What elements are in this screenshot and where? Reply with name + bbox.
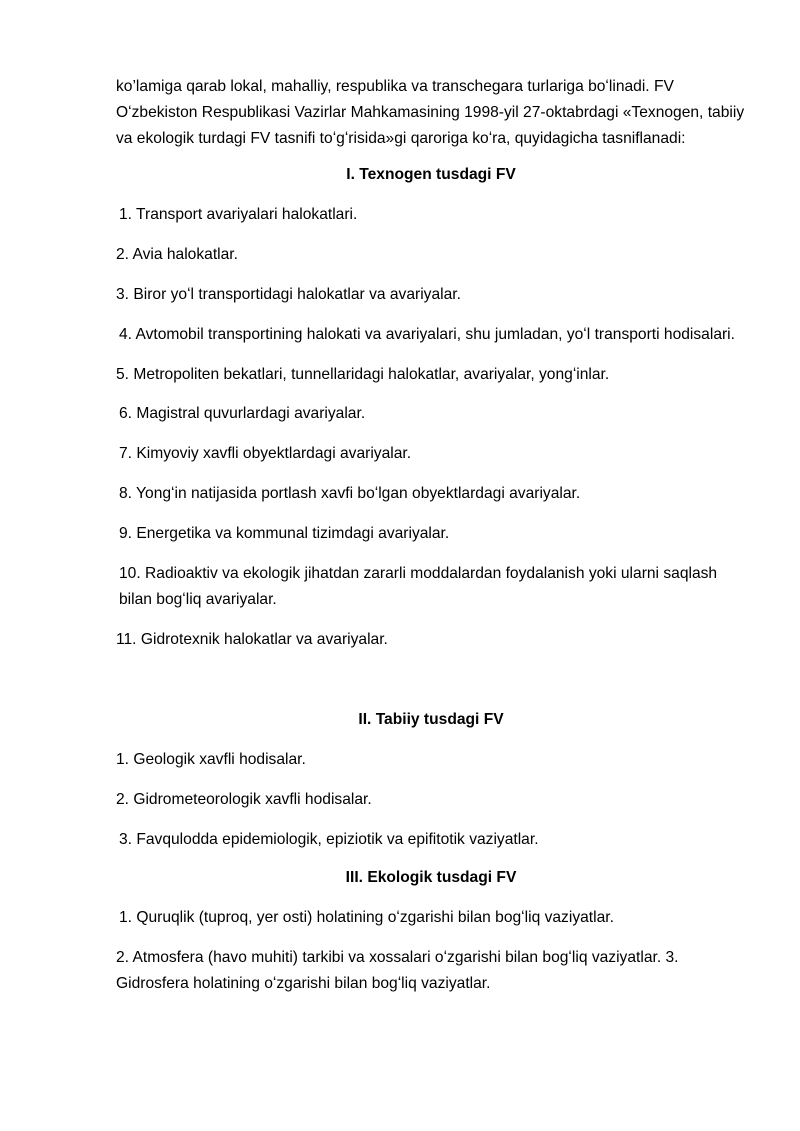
- section-3-item-1: 1. Quruqlik (tuproq, yer osti) holatining oʻzgarishi bilan bogʻliq vaziyatlar.: [119, 909, 614, 926]
- section-3-heading: III. Ekologik tusdagi FV: [345, 869, 517, 886]
- section-1-item-5: 5. Metropoliten bekatlari, tunnellaridagi halokatlar, avariyalar, yongʻinlar.: [116, 366, 610, 383]
- section-1-item-8: 8. Yongʻin natijasida portlash xavfi boʻlgan obyektlardagi avariyalar.: [119, 485, 581, 502]
- section-1-item-9: 9. Energetika va kommunal tizimdagi avariyalar.: [119, 525, 450, 542]
- section-1-item-7: 7. Kimyoviy xavfli obyektlardagi avariyalar.: [119, 445, 412, 462]
- section-1-item-11: 11. Gidrotexnik halokatlar va avariyalar.: [116, 631, 388, 648]
- section-1-heading: I. Texnogen tusdagi FV: [346, 166, 516, 183]
- section-1-item-2: 2. Avia halokatlar.: [116, 246, 238, 263]
- section-1-item-4: 4. Avtomobil transportining halokati va avariyalari, shu jumladan, yoʻl transporti hodisalari.: [119, 326, 735, 343]
- section-2-item-3: 3. Favqulodda epidemiologik, epiziotik va epifitotik vaziyatlar.: [119, 831, 539, 848]
- document-page: [116, 74, 746, 997]
- intro-paragraph: ko’lamiga qarab lokal, mahalliy, respublika va transchegara turlariga boʻlinadi. FV Oʻzbekiston Respublikasi Vazirlar Mahkamasining 1998-yil 27-oktabrdagi «Texnogen, tabiiy va ekologik turdagi FV tasnifi toʻgʻrisida»gi qaroriga koʻra, quyidagicha tasniflanadi:: [116, 78, 745, 147]
- section-3-item-2: 2. Atmosfera (havo muhiti) tarkibi va xossalari oʻzgarishi bilan bogʻliq vaziyatlar. 3. Gidrosfera holatining oʻzgarishi bilan bogʻliq vaziyatlar.: [116, 949, 679, 992]
- section-2-item-2: 2. Gidrometeorologik xavfli hodisalar.: [116, 791, 372, 808]
- section-1-item-1: 1. Transport avariyalari halokatlari.: [119, 206, 358, 223]
- section-1-item-10: 10. Radioaktiv va ekologik jihatdan zararli moddalardan foydalanish yoki ularni saqlash bilan bogʻliq avariyalar.: [119, 565, 718, 608]
- section-2-heading: II. Tabiiy tusdagi FV: [358, 711, 504, 728]
- section-1-item-6: 6. Magistral quvurlardagi avariyalar.: [119, 405, 366, 422]
- section-1-item-3: 3. Biror yoʻl transportidagi halokatlar va avariyalar.: [116, 286, 461, 303]
- section-2-item-1: 1. Geologik xavfli hodisalar.: [116, 751, 306, 768]
